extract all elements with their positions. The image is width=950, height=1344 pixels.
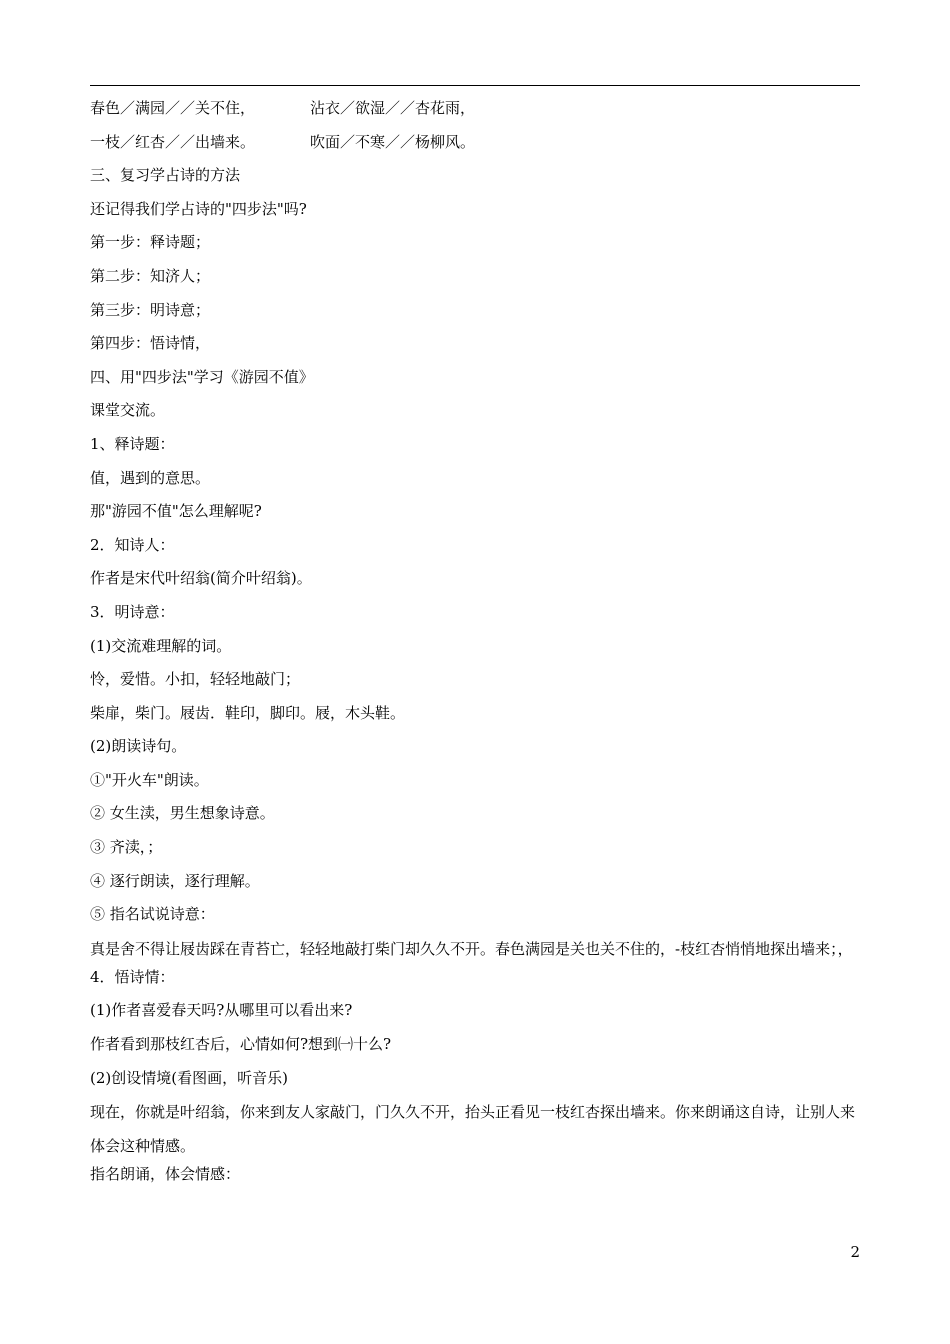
text-line: ④ 逐行朗读，逐行理解。 (90, 871, 260, 890)
header-rule (90, 85, 860, 86)
step-2: 第二步：知济人； (90, 266, 211, 285)
paragraph: 现在，你就是叶绍翁，你来到友人家敲门，门久久不开，抬头正看见一枝红杏探出墙来。你来朗诵这自诗，让别人来体会这种情感。 (90, 1103, 856, 1156)
text-line: (1)作者喜爱春天吗?从哪里可以看出来? (90, 1001, 353, 1020)
text-line: 作者是宋代叶绍翁(简介叶绍翁)。 (90, 569, 312, 588)
subheading: 4．悟诗情： (90, 967, 175, 986)
poem-line (90, 96, 860, 130)
text-line: 课堂交流。 (90, 401, 166, 420)
poem-line-left: 一枝／红杏／／出墙来。 (90, 132, 256, 151)
step-3: 第三步：明诗意； (90, 300, 211, 319)
text-line: 还记得我们学占诗的"四步法"吗? (90, 199, 307, 218)
text-line: (1)交流难理解的词。 (90, 636, 232, 655)
poem-line (90, 130, 860, 164)
text-line: ② 女生渎，男生想象诗意。 (90, 804, 275, 823)
text-line: 作者看到那枝红杏后，心情如何?想到㈠十么? (90, 1035, 392, 1054)
section-heading-3: 三、复习学占诗的方法 (90, 166, 241, 185)
text-line: 指名朗诵，体会情感： (90, 1165, 241, 1184)
text-line: ①"开火车"朗读。 (90, 770, 209, 789)
text-line: (2)朗读诗句。 (90, 737, 187, 756)
text-line: ③ 齐渎，； (90, 838, 163, 857)
text-line: 那"游园不值"怎么理解呢? (90, 502, 262, 521)
poem-line-right: 沾衣／欲湿／／杏花雨， (310, 99, 476, 117)
paragraph: 真是舍不得让屐齿踩在青苔亡，轻轻地敲打柴门却久久不开。春色满园是关也关不住的，-枝红杏悄悄地探出墙来；， (90, 939, 853, 958)
step-1: 第一步：释诗题； (90, 233, 211, 252)
text-line: ⑤ 指名试说诗意： (90, 905, 215, 924)
step-4: 第四步：悟诗情， (90, 334, 211, 353)
poem-line-right: 吹面／不寒／／杨柳风。 (310, 132, 476, 151)
document-body (90, 96, 860, 1196)
text-line: (2)创设情境(看图画，听音乐) (90, 1068, 288, 1087)
section-heading-4: 四、用"四步法"学习《游园不值》 (90, 367, 314, 386)
text-line: 柴扉，柴门。屐齿．鞋印，脚印。屐，木头鞋。 (90, 703, 406, 722)
page-number: 2 (850, 1243, 860, 1261)
subheading: 1、释诗题： (90, 434, 175, 453)
subheading: 2．知诗人： (90, 535, 175, 554)
text-line: 值，遇到的意思。 (90, 468, 211, 487)
poem-line-left: 春色／满园／／关不住， (90, 99, 256, 117)
subheading: 3．明诗意： (90, 602, 175, 621)
text-line: 怜，爱惜。小扣，轻轻地敲门； (90, 670, 301, 689)
